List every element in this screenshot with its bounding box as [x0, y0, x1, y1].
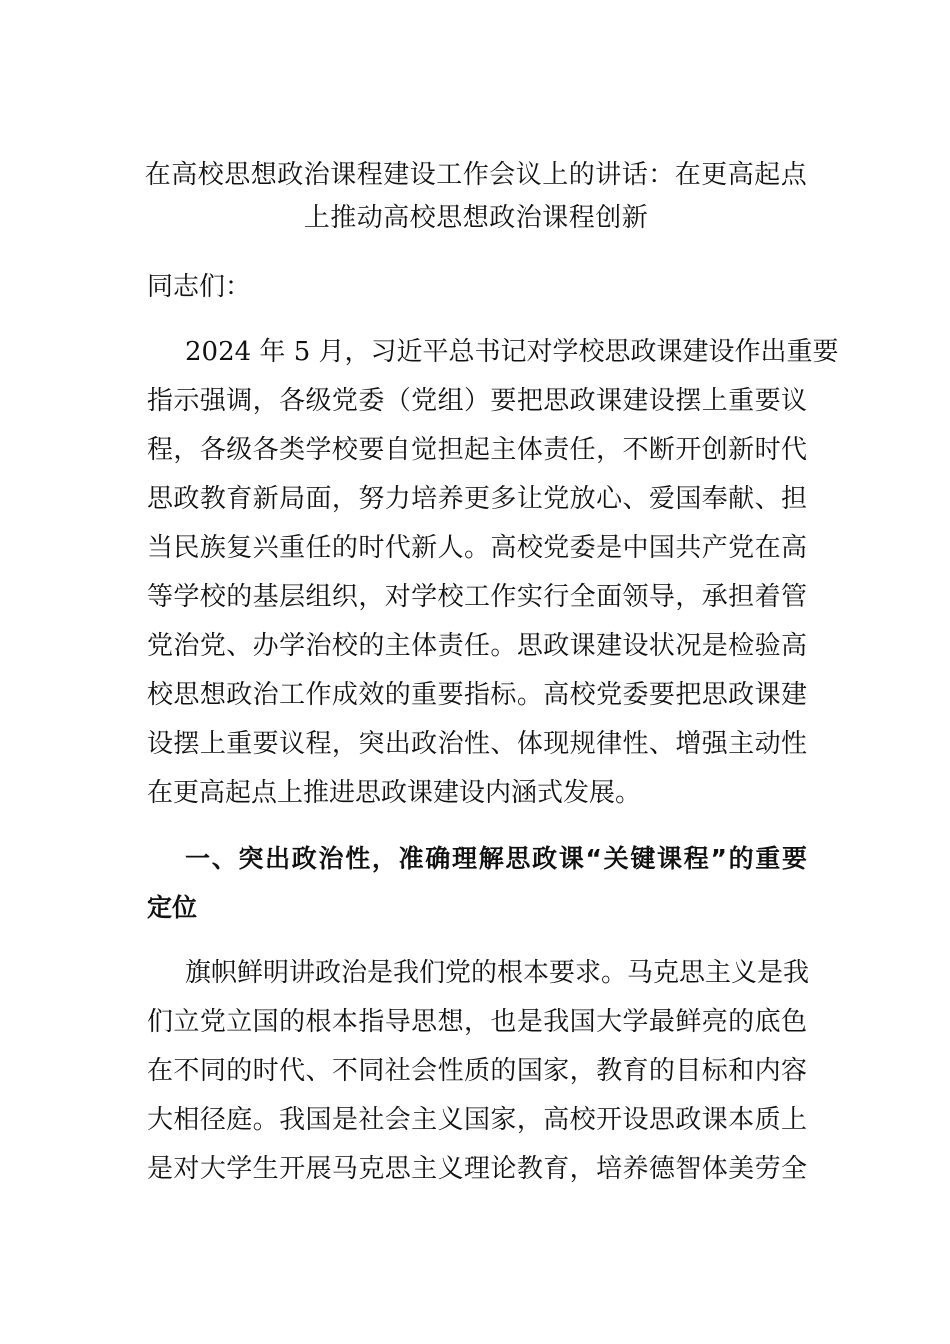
paragraph-2-line: 大相径庭。我国是社会主义国家，高校开设思政课本质上	[147, 1105, 807, 1135]
paragraph-1-line: 指示强调，各级党委（党组）要把思政课建设摆上重要议	[147, 386, 807, 416]
paragraph-1-line: 设摆上重要议程，突出政治性、体现规律性、增强主动性	[147, 729, 807, 759]
paragraph-1-line: 当民族复兴重任的时代新人。高校党委是中国共产党在高	[147, 533, 807, 563]
paragraph-1-line: 程，各级各类学校要自觉担起主体责任，不断开创新时代	[147, 435, 807, 465]
paragraph-1-line: 在更高起点上推进思政课建设内涵式发展。	[147, 778, 642, 808]
section-heading-1-line: 一、突出政治性，准确理解思政课“关键课程”的重要	[185, 844, 807, 873]
salutation: 同志们：	[147, 272, 252, 302]
section-heading-1-line: 定位	[147, 893, 198, 922]
paragraph-2-line: 旗帜鲜明讲政治是我们党的根本要求。马克思主义是我	[185, 958, 810, 988]
paragraph-2-line: 们立党立国的根本指导思想，也是我国大学最鲜亮的底色	[147, 1007, 807, 1037]
paragraph-1-line: 校思想政治工作成效的重要指标。高校党委要把思政课建	[147, 680, 807, 710]
paragraph-1-line: 思政教育新局面，努力培养更多让党放心、爱国奉献、担	[147, 484, 807, 514]
paragraph-1-line: 2024 年 5 月，习近平总书记对学校思政课建设作出重要	[185, 337, 839, 367]
paragraph-2-line: 在不同的时代、不同社会性质的国家，教育的目标和内容	[147, 1056, 807, 1086]
paragraph-2-line: 是对大学生开展马克思主义理论教育，培养德智体美劳全	[147, 1154, 807, 1184]
document-title-line-2: 上推动高校思想政治课程创新	[303, 203, 649, 233]
paragraph-1-line: 党治党、办学治校的主体责任。思政课建设状况是检验高	[147, 631, 807, 661]
paragraph-1-line: 等学校的基层组织，对学校工作实行全面领导，承担着管	[147, 582, 807, 612]
document-title-line-1: 在高校思想政治课程建设工作会议上的讲话：在更高起点	[144, 160, 808, 190]
